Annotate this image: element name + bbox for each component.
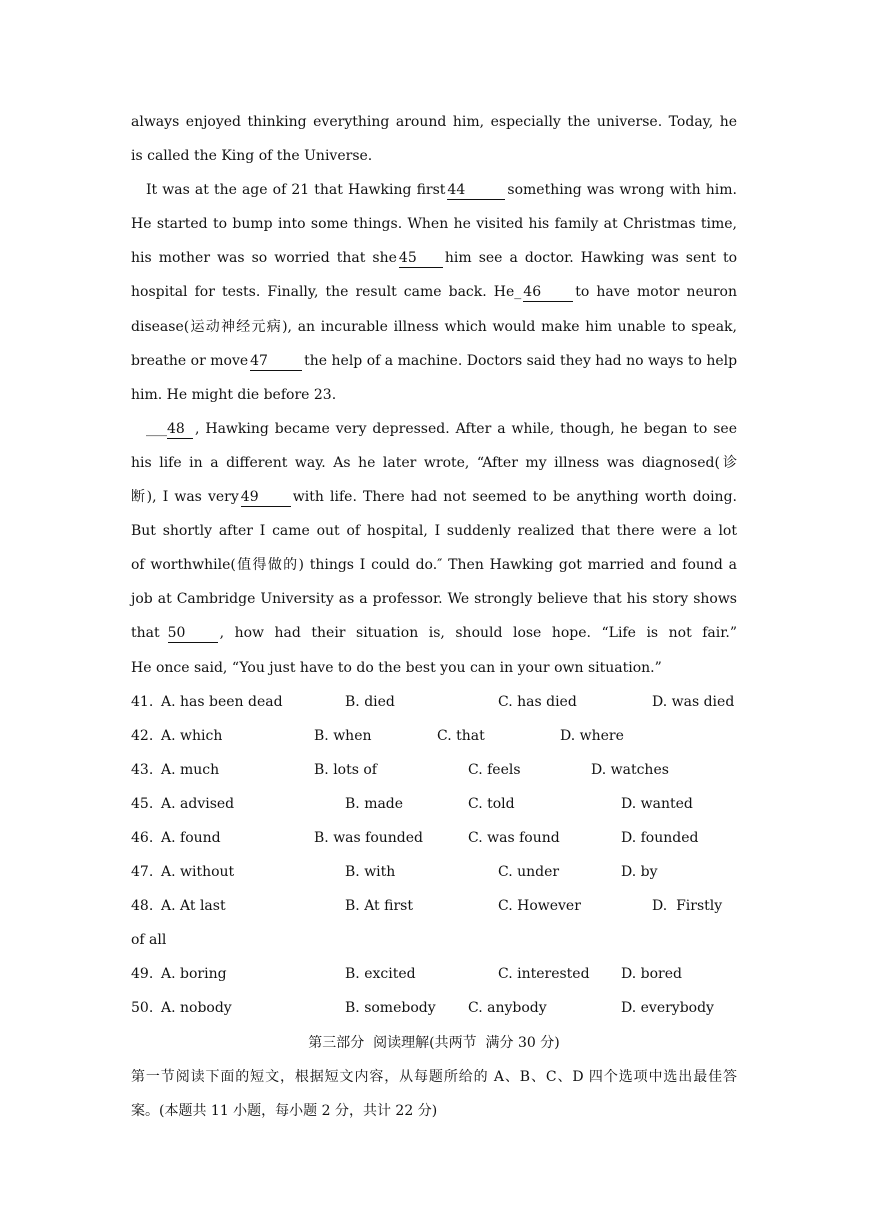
section-instructions: 第一节阅读下面的短文，根据短文内容，从每题所给的 A、B、C、D 四个选项中选出最佳答 bbox=[131, 1068, 737, 1085]
option-a: A. found bbox=[161, 829, 221, 846]
option-a: A. nobody bbox=[161, 1000, 232, 1017]
section-instructions: 案。(本题共 11 小题，每小题 2 分，共计 22 分) bbox=[131, 1102, 438, 1119]
option-row-41 bbox=[131, 685, 737, 719]
option-c: C. has died bbox=[498, 693, 577, 710]
option-a: A. advised bbox=[161, 795, 235, 812]
passage-line bbox=[131, 173, 737, 207]
option-b: B. died bbox=[345, 693, 395, 710]
option-a: A. has been dead bbox=[161, 693, 283, 710]
passage-line: always enjoyed thinking everything around him, especially the universe. Today, he bbox=[131, 114, 737, 130]
option-wrap: of all bbox=[131, 932, 167, 949]
option-d: D. Firstly bbox=[652, 898, 723, 915]
passage-line bbox=[131, 616, 737, 650]
passage-text: with life. There had not seemed to be anything worth doing. bbox=[292, 489, 737, 506]
option-d: D. everybody bbox=[621, 1000, 714, 1017]
passage-line: job at Cambridge University as a professor. We strongly believe that his story shows bbox=[131, 591, 737, 608]
option-c: C. However bbox=[498, 898, 581, 915]
question-number: 49. bbox=[131, 966, 154, 983]
option-b: B. excited bbox=[345, 966, 416, 983]
passage-text: ___ bbox=[146, 420, 167, 437]
passage-line: is called the King of the Universe. bbox=[131, 148, 373, 165]
passage-line: He once said, “You just have to do the best you can in your own situation.” bbox=[131, 659, 662, 676]
question-number: 48. bbox=[131, 898, 154, 915]
question-number: 42. bbox=[131, 727, 154, 744]
passage-line: him. He might die before 23. bbox=[131, 386, 337, 403]
passage-line bbox=[131, 275, 737, 309]
option-c: C. was found bbox=[468, 829, 560, 846]
passage-line: his life in a different way. As he later wrote, “After my illness was diagnosed(诊 bbox=[131, 454, 737, 471]
blank-49: 49 bbox=[241, 488, 291, 507]
option-d: D. was died bbox=[652, 693, 735, 710]
passage-text: the help of a machine. Doctors said they had no ways to help bbox=[304, 352, 738, 369]
question-number: 50. bbox=[131, 1000, 154, 1017]
passage-text: him see a doctor. Hawking was sent to bbox=[444, 250, 737, 267]
option-b: B. with bbox=[345, 864, 396, 881]
blank-47: 47 bbox=[250, 352, 302, 371]
option-a: A. At last bbox=[161, 898, 226, 915]
passage-text: to have motor neuron bbox=[575, 284, 738, 301]
passage-text: his mother was so worried that she bbox=[131, 250, 397, 267]
option-b: B. was founded bbox=[314, 829, 424, 846]
option-row-50 bbox=[131, 991, 737, 1025]
option-a: A. which bbox=[161, 727, 223, 744]
blank-46: 46 bbox=[523, 283, 573, 302]
option-d: D. by bbox=[621, 864, 658, 881]
document-page bbox=[131, 105, 737, 1128]
option-b: B. somebody bbox=[345, 1000, 436, 1017]
option-d: D. watches bbox=[591, 761, 669, 778]
option-row-45 bbox=[131, 787, 737, 821]
blank-48: 48 bbox=[167, 420, 193, 439]
option-c: C. that bbox=[437, 727, 485, 744]
passage-text: something was wrong with him. bbox=[507, 182, 738, 199]
passage-text: breathe or move bbox=[131, 352, 249, 369]
passage-line bbox=[131, 412, 737, 446]
question-number: 45. bbox=[131, 795, 154, 812]
question-number: 47. bbox=[131, 864, 154, 881]
blank-44: 44 bbox=[447, 181, 505, 200]
section-heading: 第三部分 阅读理解(共两节 满分 30 分) bbox=[308, 1034, 560, 1051]
option-c: C. under bbox=[498, 864, 560, 881]
blank-45: 45 bbox=[399, 249, 443, 268]
option-row-46 bbox=[131, 821, 737, 855]
option-a: A. without bbox=[161, 864, 235, 881]
option-d: D. bored bbox=[621, 966, 682, 983]
passage-text: 断), I was very bbox=[131, 489, 239, 506]
blank-50: 50 bbox=[168, 624, 218, 643]
option-d: D. founded bbox=[621, 829, 699, 846]
passage-line: But shortly after I came out of hospital, I suddenly realized that there were a lot bbox=[131, 523, 737, 540]
passage-line: He started to bump into some things. When he visited his family at Christmas time, bbox=[131, 216, 737, 233]
option-row-43 bbox=[131, 753, 737, 787]
passage-line: disease(运动神经元病), an incurable illness which would make him unable to speak, bbox=[131, 318, 737, 335]
passage-text: , how had their situation is, should lose hope. “Life is not fair.” bbox=[219, 625, 737, 642]
passage-line bbox=[131, 480, 737, 514]
question-number: 41. bbox=[131, 693, 154, 710]
option-row-42 bbox=[131, 719, 737, 753]
option-row-49 bbox=[131, 957, 737, 991]
option-a: A. boring bbox=[161, 966, 227, 983]
option-c: C. feels bbox=[468, 761, 521, 778]
passage-line bbox=[131, 344, 737, 378]
option-b: B. At first bbox=[345, 898, 413, 915]
question-number: 43. bbox=[131, 761, 154, 778]
option-row-47 bbox=[131, 855, 737, 889]
option-b: B. when bbox=[314, 727, 372, 744]
passage-text: It was at the age of 21 that Hawking first bbox=[146, 182, 446, 199]
passage-text: that bbox=[131, 625, 160, 642]
passage-text: , Hawking became very depressed. After a while, though, he began to see bbox=[195, 420, 737, 437]
option-b: B. lots of bbox=[314, 761, 377, 778]
option-row-48 bbox=[131, 889, 737, 923]
passage-line bbox=[131, 241, 737, 275]
passage-line: of worthwhile(值得做的) things I could do.″ Then Hawking got married and found a bbox=[131, 557, 737, 574]
option-c: C. interested bbox=[498, 966, 590, 983]
option-b: B. made bbox=[345, 795, 404, 812]
passage-text: hospital for tests. Finally, the result came back. He_ bbox=[131, 284, 522, 301]
option-d: D. wanted bbox=[621, 795, 693, 812]
option-c: C. anybody bbox=[468, 1000, 547, 1017]
option-c: C. told bbox=[468, 795, 515, 812]
option-d: D. where bbox=[560, 727, 624, 744]
option-a: A. much bbox=[161, 761, 220, 778]
question-number: 46. bbox=[131, 829, 154, 846]
